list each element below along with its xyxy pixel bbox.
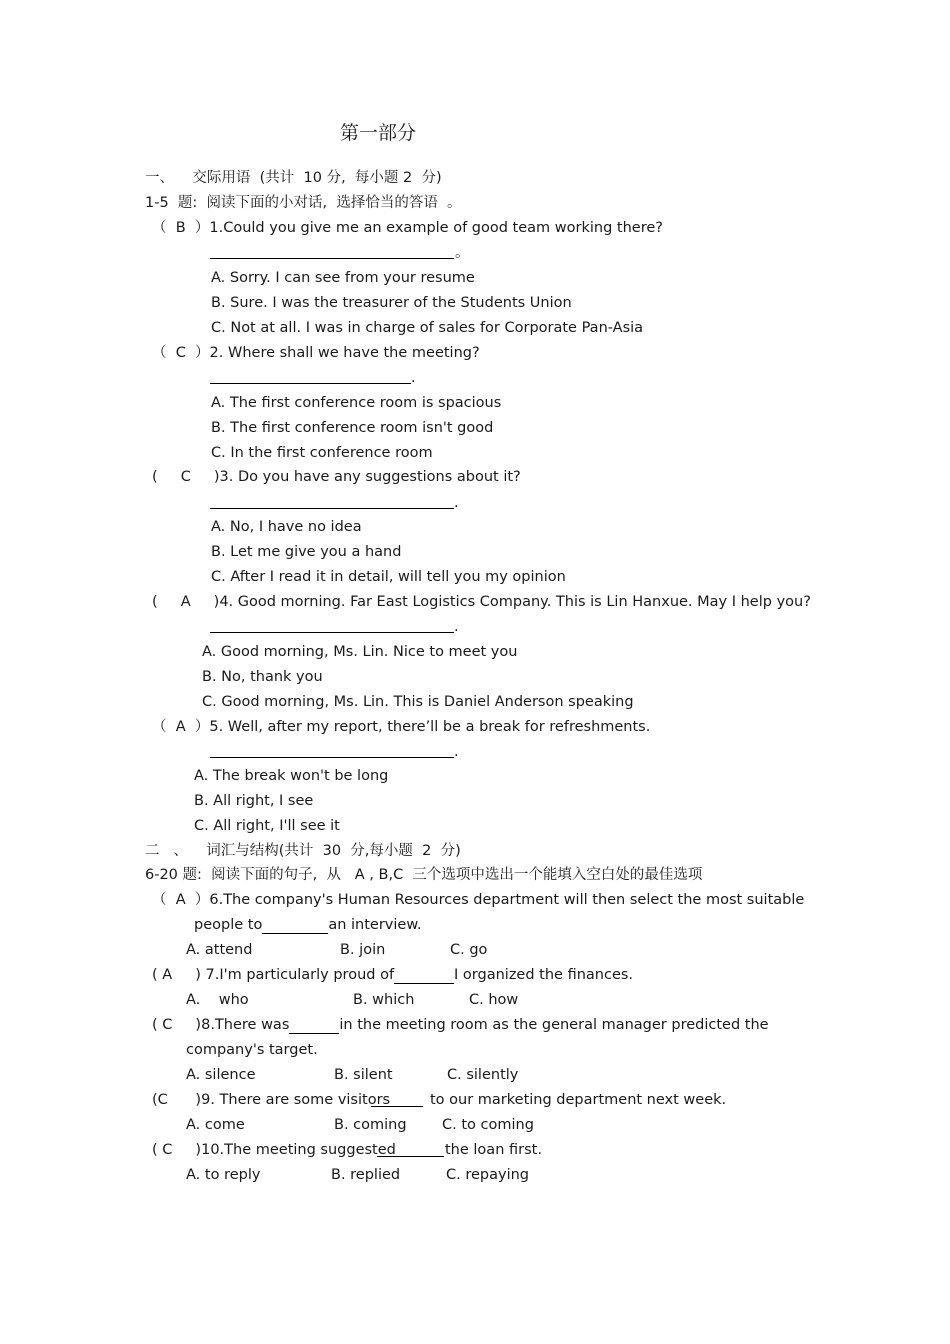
stem-text: in the meeting room as the general manager predicted the [339,1017,769,1033]
question-4-option-a: A. Good morning, Ms. Lin. Nice to meet you [202,644,518,660]
question-5-option-b: B. All right, I see [194,793,314,809]
stem-text: ( C )8.There was [152,1017,290,1033]
question-3-option-c: C. After I read it in detail, will tell you my opinion [211,569,566,585]
answer-blank [210,632,454,633]
question-4-option-b: B. No, thank you [202,669,323,685]
question-10-stem-end: the loan first. [445,1142,542,1158]
question-5-option-c: C. All right, I'll see it [194,818,340,834]
question-1-option-c: C. Not at all. I was in charge of sales for Corporate Pan-Asia [211,320,644,336]
question-8-stem-continued: company's target. [186,1042,318,1058]
question-5-stem: （ A ）5. Well, after my report, there’ll be a break for refreshments. [152,719,651,735]
question-10-option-c: C. repaying [446,1167,529,1183]
question-1-stem: （ B ）1.Could you give me an example of good team working there? [152,220,663,236]
blank-end-mark: . [411,370,416,386]
stem-text: I organized the finances. [454,967,634,983]
question-4-stem: ( A )4. Good morning. Far East Logistics Company. This is Lin Hanxue. May I help you? [152,594,811,610]
section-2-instruction: 6-20 题: 阅读下面的句子, 从 A , B,C 三个选项中选出一个能填入空白处的最佳选项 [145,867,703,883]
question-1-option-b: B. Sure. I was the treasurer of the Students Union [211,295,572,311]
question-2-option-c: C. In the first conference room [211,445,433,461]
stem-text: ( A ) 7.I'm particularly proud of [152,967,395,983]
question-6-option-b: B. join [340,942,386,958]
question-7-option-a: A. who [186,992,249,1008]
blank-end-mark: . [454,495,459,511]
question-2-option-b: B. The first conference room isn't good [211,420,494,436]
question-10-stem: ( C )10.The meeting suggested [152,1142,396,1158]
answer-blank [210,508,454,509]
question-8-option-c: C. silently [447,1067,519,1083]
page-title: 第一部分 [340,122,417,144]
question-6-stem-continued [194,916,421,934]
question-9-option-c: C. to coming [442,1117,534,1133]
answer-blank [210,757,454,758]
question-8-stem [152,1016,769,1034]
blank-end-mark: . [454,744,459,760]
answer-blank [262,919,328,934]
question-3-stem: ( C )3. Do you have any suggestions about it? [152,469,521,485]
question-7-option-b: B. which [353,992,415,1008]
question-6-option-a: A. attend [186,942,253,958]
stem-text: people to [194,917,263,933]
section-1-heading: 一、 交际用语 (共计 10 分, 每小题 2 分) [145,170,442,186]
question-7-option-c: C. how [469,992,519,1008]
question-9-stem-end: to our marketing department next week. [430,1092,727,1108]
question-8-option-b: B. silent [334,1067,393,1083]
answer-blank [371,1106,423,1107]
question-5-option-a: A. The break won't be long [194,768,389,784]
question-4-option-c: C. Good morning, Ms. Lin. This is Daniel Anderson speaking [202,694,634,710]
question-3-option-b: B. Let me give you a hand [211,544,402,560]
stem-text: an interview. [328,917,422,933]
question-2-stem: （ C ）2. Where shall we have the meeting? [152,345,480,361]
question-8-option-a: A. silence [186,1067,256,1083]
question-1-option-a: A. Sorry. I can see from your resume [211,270,475,286]
section-2-heading: 二 、 词汇与结构(共计 30 分,每小题 2 分) [145,843,461,859]
question-9-option-a: A. come [186,1117,245,1133]
question-9-stem: (C )9. There are some visitors [152,1092,391,1108]
answer-blank [377,1156,444,1157]
answer-blank [210,383,411,384]
blank-end-mark: 。 [455,245,470,261]
section-1-instruction: 1-5 题: 阅读下面的小对话, 选择恰当的答语 。 [145,195,462,211]
answer-blank [394,969,454,984]
question-6-stem: （ A ）6.The company's Human Resources department will then select the most suitable [152,892,805,908]
question-6-option-c: C. go [450,942,488,958]
question-3-option-a: A. No, I have no idea [211,519,362,535]
question-7-stem [152,966,633,984]
question-9-option-b: B. coming [334,1117,407,1133]
blank-end-mark: . [454,619,459,635]
answer-blank [210,258,454,259]
question-10-option-a: A. to reply [186,1167,261,1183]
answer-blank [289,1019,339,1034]
question-2-option-a: A. The first conference room is spacious [211,395,502,411]
question-10-option-b: B. replied [331,1167,401,1183]
